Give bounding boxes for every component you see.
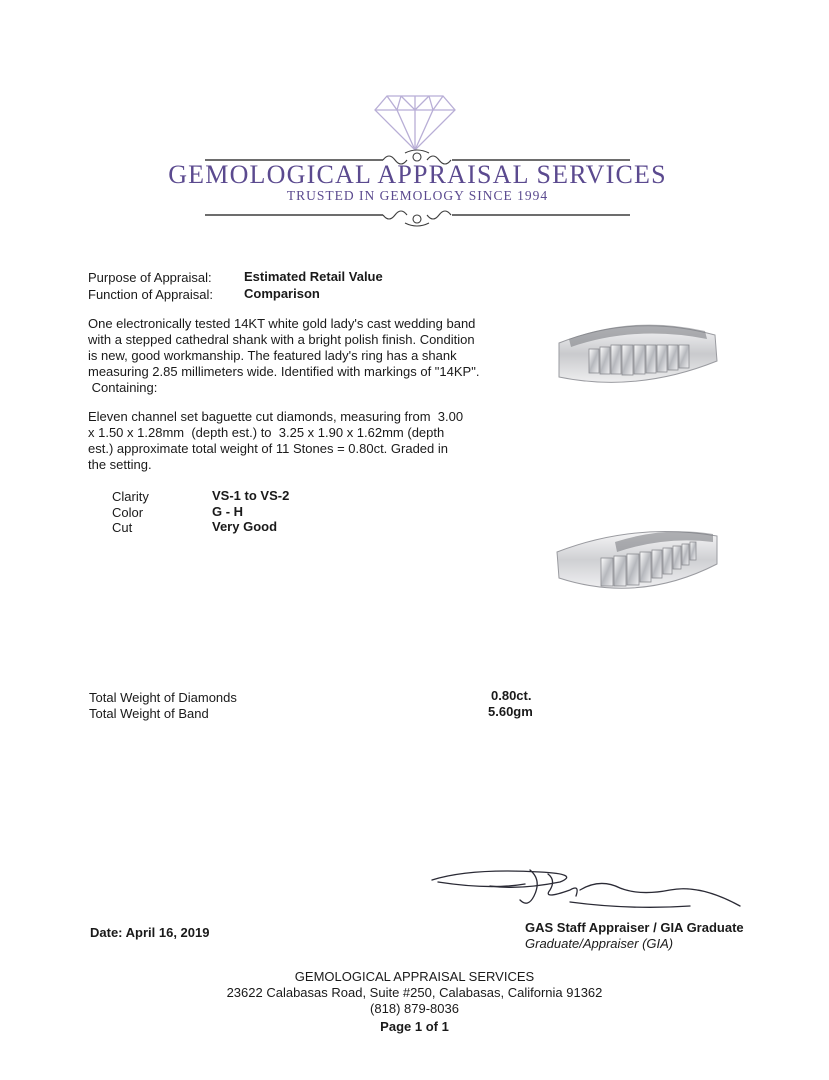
description-line: measuring 2.85 millimeters wide. Identified with markings of "14KP". <box>88 364 480 379</box>
stones-line: x 1.50 x 1.28mm (depth est.) to 3.25 x 1.90 x 1.62mm (depth <box>88 425 445 440</box>
stones-line: Eleven channel set baguette cut diamonds, measuring from 3.00 <box>88 409 464 424</box>
total-band-label: Total Weight of Band <box>89 706 209 721</box>
bottom-flourish-rule <box>205 205 630 229</box>
color-label: Color <box>112 505 144 520</box>
cut-label: Cut <box>112 520 133 535</box>
signature-title: GAS Staff Appraiser / GIA Graduate <box>525 920 744 935</box>
stones-line: est.) approximate total weight of 11 Stones = 0.80ct. Graded in <box>88 441 448 456</box>
function-value: Comparison <box>244 286 320 301</box>
page-number: Page 1 of 1 <box>380 1019 449 1034</box>
description-line: with a stepped cathedral shank with a bright polish finish. Condition <box>88 332 475 347</box>
signature-subtitle: Graduate/Appraiser (GIA) <box>525 936 674 951</box>
appraiser-signature <box>430 860 750 920</box>
item-description <box>88 316 479 396</box>
description-line: Containing: <box>88 380 158 395</box>
clarity-label: Clarity <box>112 489 149 504</box>
description-line: is new, good workmanship. The featured lady's ring has a shank <box>88 348 457 363</box>
footer-company: GEMOLOGICAL APPRAISAL SERVICES <box>294 969 535 984</box>
ring-photo-angle <box>555 512 720 612</box>
footer-address: 23622 Calabasas Road, Suite #250, Calabasas, California 91362 <box>226 985 603 1000</box>
stones-line: the setting. <box>88 457 152 472</box>
description-line: One electronically tested 14KT white gold lady's cast wedding band <box>88 316 476 331</box>
cut-value: Very Good <box>212 519 278 534</box>
company-name: GEMOLOGICAL APPRAISAL SERVICES <box>168 160 667 189</box>
appraisal-date: Date: April 16, 2019 <box>90 925 210 940</box>
clarity-value: VS-1 to VS-2 <box>212 488 290 503</box>
total-band-value: 5.60gm <box>488 704 533 719</box>
ring-photo-front <box>555 305 720 405</box>
total-diamonds-label: Total Weight of Diamonds <box>89 690 237 705</box>
purpose-label: Purpose of Appraisal: <box>88 270 212 285</box>
footer-phone: (818) 879-8036 <box>370 1001 459 1016</box>
color-value: G - H <box>212 504 244 519</box>
stones-description <box>88 409 463 473</box>
diamond-logo-icon <box>373 92 457 152</box>
total-diamonds-value: 0.80ct. <box>491 688 532 703</box>
function-label: Function of Appraisal: <box>88 287 214 302</box>
company-tagline: TRUSTED IN GEMOLOGY SINCE 1994 <box>286 188 549 203</box>
purpose-value: Estimated Retail Value <box>244 269 383 284</box>
